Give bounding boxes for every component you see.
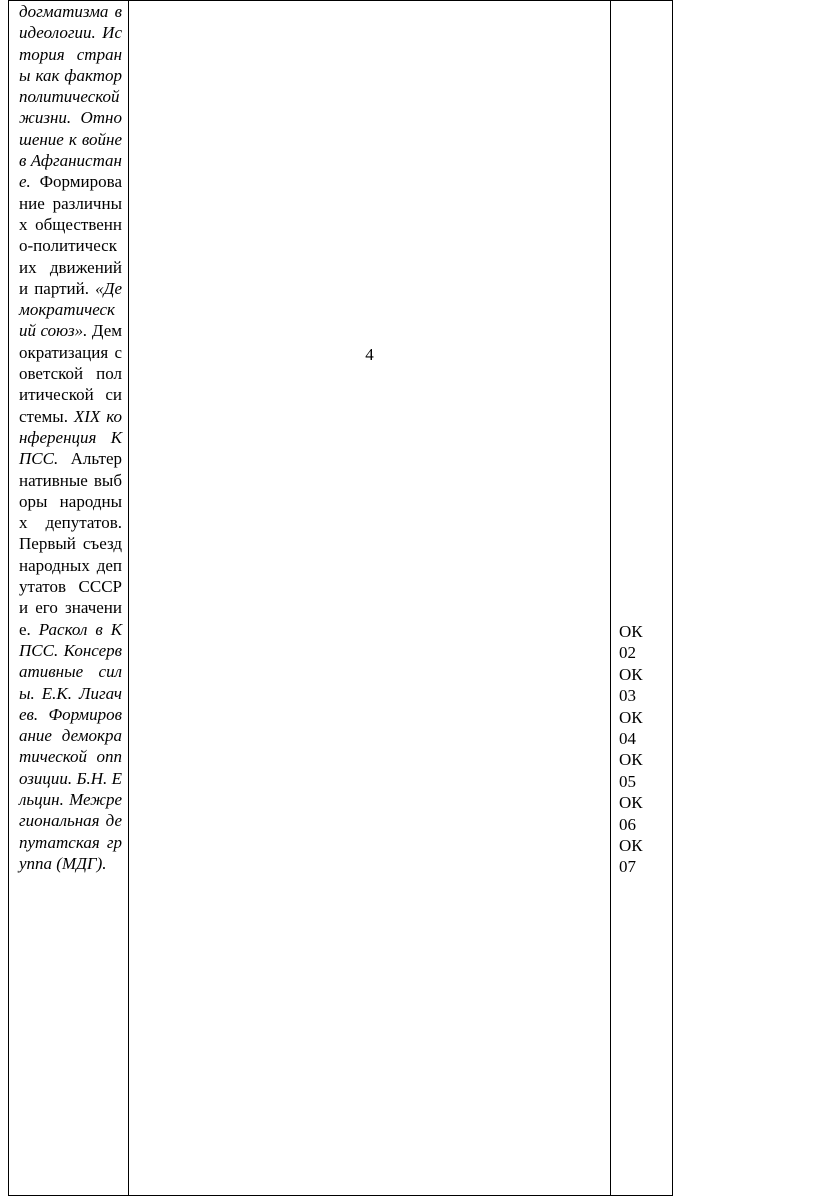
topic-content xyxy=(9,1,128,874)
table-row xyxy=(9,1,673,1196)
topic-text-segment: Раскол в КПСС. Консервативные силы. Е.К. Лигачев. Формирование демократической оппозиции. Б.Н. Ельцин. Межрегиональная депутатская группа (МДГ). xyxy=(19,619,122,873)
competency-code: ОК 05 xyxy=(619,750,643,791)
topic-text-segment: Формирование различных общественно-политических движений и партий. xyxy=(19,172,122,298)
topic-text-segment: Альтернативные выборы народных депутатов. Первый съезд народных депутатов СССР и его значение. xyxy=(19,449,122,639)
topic-text-segment: «Демократический союз». xyxy=(19,278,122,341)
competencies-list xyxy=(619,621,663,878)
competency-code: ОК 04 xyxy=(619,707,643,749)
competency-code: ОК 02 xyxy=(619,622,643,663)
topic-text-segment: XIX конференция КПСС. xyxy=(19,406,122,469)
hours-cell xyxy=(129,1,611,1196)
topic-cell xyxy=(9,1,129,1196)
competency-code: ОК 06 xyxy=(619,793,643,834)
competency-code: ОК 03 xyxy=(619,664,643,706)
document-table xyxy=(8,0,673,1196)
topic-text-segment: Демократизация советской политической системы. xyxy=(19,321,122,426)
competency-code: ОК 07 xyxy=(619,836,643,877)
hours-value: 4 xyxy=(365,345,374,364)
competencies-cell xyxy=(611,1,673,1196)
topic-text-segment: догматизма в идеологии. История страны как фактор политической жизни. Отношение к войне в Афганистане. xyxy=(19,2,122,192)
